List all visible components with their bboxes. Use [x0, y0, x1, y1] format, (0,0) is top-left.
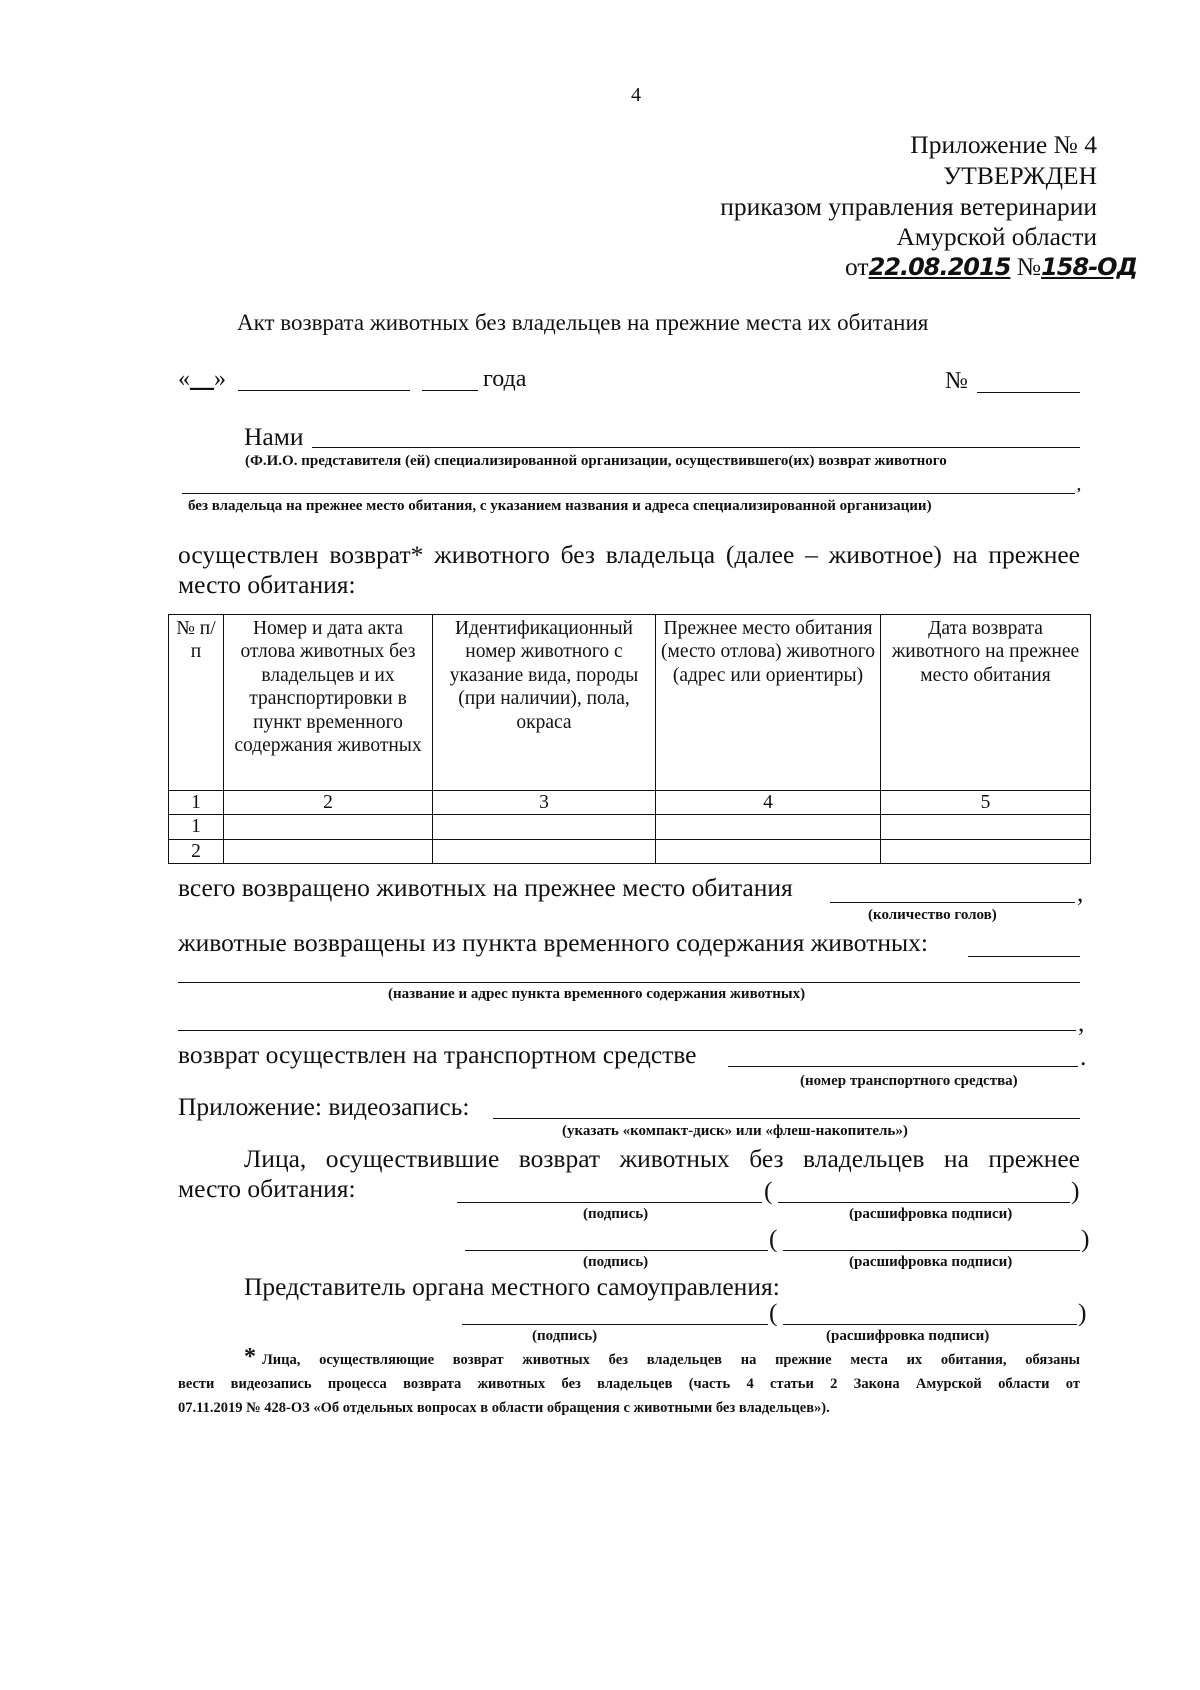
vehicle-label: возврат осуществлен на транспортном средстве — [178, 1040, 697, 1069]
approval-approved: УТВЕРЖДЕН — [943, 161, 1097, 190]
decode-hint: (расшифровка подписи) — [849, 1254, 1013, 1270]
vehicle-hint: (номер транспортного средства) — [800, 1073, 1018, 1089]
order-prefix: от — [845, 252, 869, 281]
date-year-blank[interactable] — [422, 390, 478, 391]
act-number-blank[interactable] — [977, 392, 1080, 393]
signature-hint: (подпись) — [583, 1206, 649, 1222]
header-cell: Номер и дата акта отлова животных без владельцев и их транспортировки в пункт временного содержания животных — [224, 615, 433, 791]
footnote-line-2: вести видеозапись процесса возврата животных без владельцев (часть 4 статьи 2 Закона Амурской области от — [178, 1376, 1080, 1392]
table-cell[interactable] — [656, 815, 881, 839]
paren-close: ) — [1071, 1176, 1080, 1205]
act-number-label: № — [945, 368, 968, 394]
table-cell[interactable] — [433, 815, 656, 839]
col-number-cell: 3 — [433, 791, 656, 815]
paren-close: ) — [1078, 1298, 1087, 1327]
intro-line-2: место обитания: — [178, 570, 356, 599]
decode-hint: (расшифровка подписи) — [826, 1328, 990, 1344]
by-us-hint-1: (Ф.И.О. представителя (ей) специализированной организации, осуществившего(их) возврат животного — [245, 453, 947, 469]
total-returned-comma: , — [1077, 878, 1084, 907]
table-row — [169, 839, 1091, 863]
decode-hint: (расшифровка подписи) — [849, 1206, 1013, 1222]
returned-from-blank-2[interactable] — [178, 982, 1080, 983]
signature-decode-blank[interactable] — [778, 1202, 1070, 1203]
total-returned-label: всего возвращено животных на прежнее место обитания — [178, 873, 793, 902]
signature-blank[interactable] — [462, 1324, 768, 1325]
footnote-line-3: 07.11.2019 № 428-ОЗ «Об отдельных вопросах в области обращения с животными без владельцев»). — [178, 1400, 830, 1416]
by-us-comma: , — [1077, 478, 1081, 494]
approval-order: приказом управления ветеринарии — [720, 192, 1097, 221]
by-us-blank[interactable] — [312, 447, 1080, 448]
signature-decode-blank[interactable] — [783, 1250, 1080, 1251]
col-number-cell: 4 — [656, 791, 881, 815]
footnote-star: * — [244, 1344, 256, 1370]
table-cell[interactable] — [881, 839, 1091, 863]
date-month-blank[interactable] — [238, 390, 410, 391]
table-header-row — [169, 615, 1091, 791]
document-title: Акт возврата животных без владельцев на прежние места их обитания — [237, 310, 929, 335]
row-index-cell: 1 — [169, 815, 224, 839]
attachment-blank[interactable] — [493, 1118, 1080, 1119]
footnote-line-1: Лица, осуществляющие возврат животных без владельцев на прежние места их обитания, обязаны — [262, 1352, 1080, 1368]
table-cell[interactable] — [224, 815, 433, 839]
attachment-label: Приложение: видеозапись: — [178, 1092, 470, 1121]
signature-hint: (подпись) — [583, 1254, 649, 1270]
header-cell: Прежнее место обитания (место отлова) животного (адрес или ориентиры) — [656, 615, 881, 791]
order-no-handwritten: 158-ОД — [1041, 253, 1137, 281]
return-table — [168, 614, 1091, 864]
page-number: 4 — [631, 84, 641, 106]
table-cell[interactable] — [433, 839, 656, 863]
approval-appendix: Приложение № 4 — [910, 130, 1097, 159]
signature-blank[interactable] — [457, 1202, 762, 1203]
approval-region: Амурской области — [896, 222, 1097, 251]
table-row — [169, 815, 1091, 839]
approval-order-ref — [845, 252, 1137, 282]
by-us-blank-2[interactable] — [182, 493, 1075, 494]
persons-line-1: Лица, осуществившие возврат животных без владельцев на прежнее — [244, 1144, 1080, 1173]
table-numbers-row — [169, 791, 1091, 815]
by-us-hint-2: без владельца на прежнее место обитания, с указанием названия и адреса специализированной организации) — [188, 498, 932, 514]
header-cell: № п/п — [169, 615, 224, 791]
table-cell[interactable] — [656, 839, 881, 863]
row-index-cell: 2 — [169, 839, 224, 863]
signature-blank[interactable] — [465, 1250, 768, 1251]
header-cell: Дата возврата животного на прежнее место обитания — [881, 615, 1091, 791]
paren-close: ) — [1081, 1224, 1090, 1253]
paren-open: ( — [769, 1224, 778, 1253]
vehicle-blank[interactable] — [728, 1066, 1078, 1067]
total-returned-hint: (количество голов) — [868, 907, 997, 923]
order-date-handwritten: 22.08.2015 — [868, 253, 1011, 281]
paren-open: ( — [764, 1176, 773, 1205]
total-returned-blank[interactable] — [830, 902, 1075, 903]
returned-from-hint: (название и адрес пункта временного содержания животных) — [388, 986, 806, 1002]
returned-from-comma: , — [1078, 1008, 1085, 1037]
table-cell[interactable] — [881, 815, 1091, 839]
col-number-cell: 5 — [881, 791, 1091, 815]
col-number-cell: 2 — [224, 791, 433, 815]
vehicle-period: . — [1080, 1042, 1087, 1071]
order-no-label: № — [1016, 252, 1042, 281]
persons-line-2: место обитания: — [178, 1174, 356, 1203]
date-quotes: «__» — [178, 366, 226, 392]
signature-hint: (подпись) — [532, 1328, 598, 1344]
intro-line-1: осуществлен возврат* животного без владельца (далее – животное) на прежнее — [178, 540, 1080, 569]
header-cell: Идентификационный номер животного с указание вида, породы (при наличии), пола, окраса — [433, 615, 656, 791]
returned-from-blank-3[interactable] — [178, 1030, 1076, 1031]
paren-open: ( — [769, 1298, 778, 1327]
by-us-label: Нами — [244, 422, 304, 451]
returned-from-blank[interactable] — [968, 956, 1080, 957]
returned-from-label: животные возвращены из пункта временного содержания животных: — [178, 928, 928, 957]
attachment-hint: (указать «компакт-диск» или «флеш-накопитель») — [562, 1123, 908, 1139]
table-cell[interactable] — [224, 839, 433, 863]
col-number-cell: 1 — [169, 791, 224, 815]
representative-label: Представитель органа местного самоуправления: — [244, 1272, 780, 1301]
year-word: года — [483, 366, 527, 392]
signature-decode-blank[interactable] — [783, 1324, 1077, 1325]
